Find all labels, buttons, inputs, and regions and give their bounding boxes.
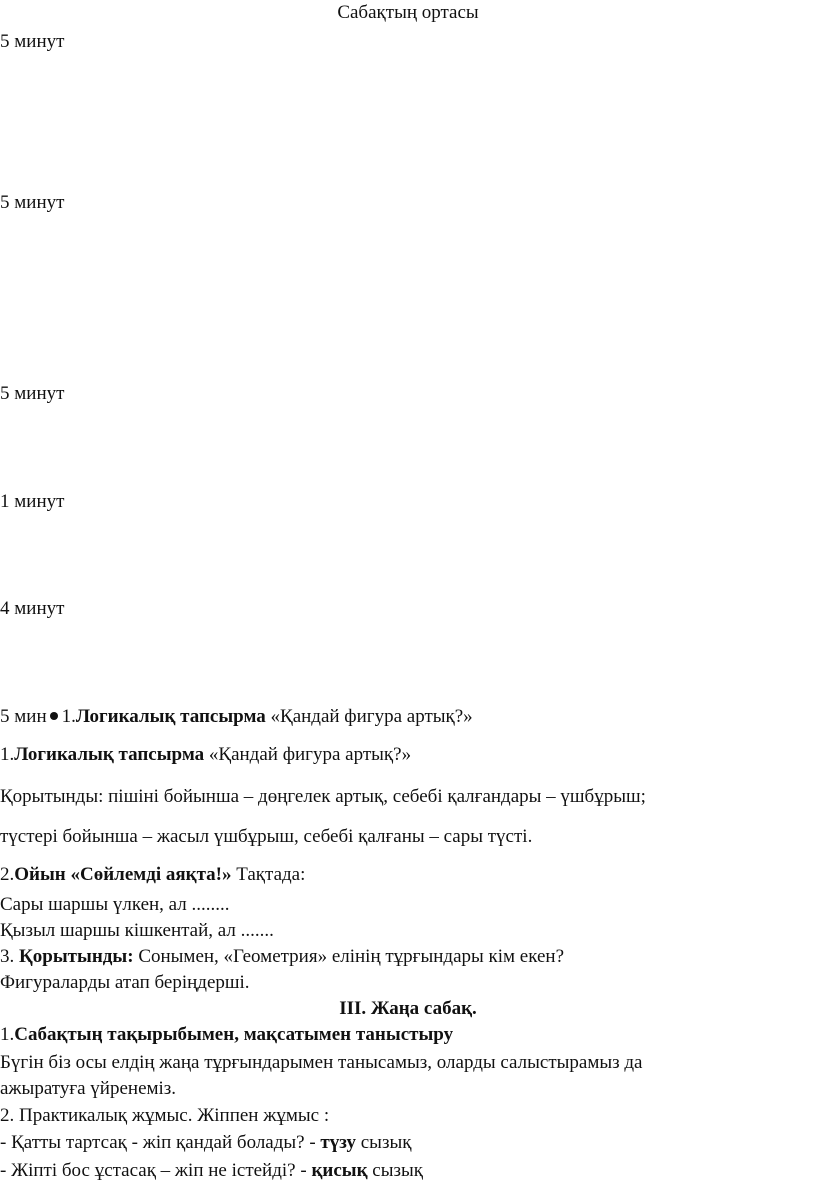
summary-title: Қорытынды: xyxy=(19,946,134,967)
timing-label: 1 минут xyxy=(0,491,65,512)
task1-question: «Қандай фигура артық?» xyxy=(204,744,412,765)
task1-inline-title: Логикалық тапсырма xyxy=(75,706,266,727)
answer-text: қисық xyxy=(311,1160,368,1181)
task1-number: 1. xyxy=(0,744,15,765)
task1-inline-question: «Қандай фигура артық?» xyxy=(265,706,473,727)
question-line-1 xyxy=(0,1132,411,1154)
intro-line xyxy=(0,1024,453,1046)
task1-title: Логикалық тапсырма xyxy=(14,744,205,765)
conclusion-line-2: түстері бойынша – жасыл үшбұрыш, себебі қалғаны – сары түсті. xyxy=(0,826,533,847)
question-line-2 xyxy=(0,1160,423,1182)
intro-text-2: ажыратуға үйренеміз. xyxy=(0,1078,177,1099)
conclusion-line-1: Қорытынды: пішіні бойынша – дөңгелек артық, себебі қалғандары – үшбұрыш; xyxy=(0,786,646,807)
timing-label: 5 мин xyxy=(0,706,47,727)
section-title-text: III. Жаңа сабақ. xyxy=(339,998,477,1019)
summary-line xyxy=(0,946,564,968)
answer-rest: сызық xyxy=(356,1132,412,1153)
summary-number: 3. xyxy=(0,946,19,967)
game-sentence-1: Сары шаршы үлкен, ал ........ xyxy=(0,894,230,915)
section-title xyxy=(0,998,816,1020)
intro-number: 1. xyxy=(0,1024,15,1045)
bullet-icon xyxy=(50,712,58,720)
timing-label: 4 минут xyxy=(0,598,65,619)
game-number: 2. xyxy=(0,864,15,885)
question-text: - Жіпті бос ұстасақ – жіп не істейді? - xyxy=(0,1160,312,1181)
game-title: Ойын «Сөйлемді аяқта!» xyxy=(14,864,232,885)
summary-rest: Сонымен, «Геометрия» елінің тұрғындары кім екен? xyxy=(133,946,565,967)
task1-line xyxy=(0,744,411,766)
practice-line: 2. Практикалық жұмыс. Жіппен жұмыс : xyxy=(0,1105,330,1126)
game-sentence-2: Қызыл шаршы кішкентай, ал ....... xyxy=(0,920,274,941)
intro-text-1: Бүгін біз осы елдің жаңа тұрғындарымен танысамыз, оларды салыстырамыз да xyxy=(0,1052,643,1073)
task1-inline-line xyxy=(0,706,473,728)
game-rest: Тақтада: xyxy=(231,864,306,885)
timing-label: 5 минут xyxy=(0,383,65,404)
timing-label: 5 минут xyxy=(0,31,65,52)
question-text: - Қатты тартсақ - жіп қандай болады? - xyxy=(0,1132,321,1153)
game-line xyxy=(0,864,305,886)
summary-line-2: Фигураларды атап беріңдерші. xyxy=(0,972,250,993)
intro-title: Сабақтың тақырыбымен, мақсатымен таныстыру xyxy=(14,1024,454,1045)
timing-label: 5 минут xyxy=(0,192,65,213)
page-title: Сабақтың ортасы xyxy=(337,2,479,23)
answer-rest: сызық xyxy=(367,1160,423,1181)
task1-inline-number: 1. xyxy=(61,706,76,727)
answer-text: түзу xyxy=(320,1132,356,1153)
